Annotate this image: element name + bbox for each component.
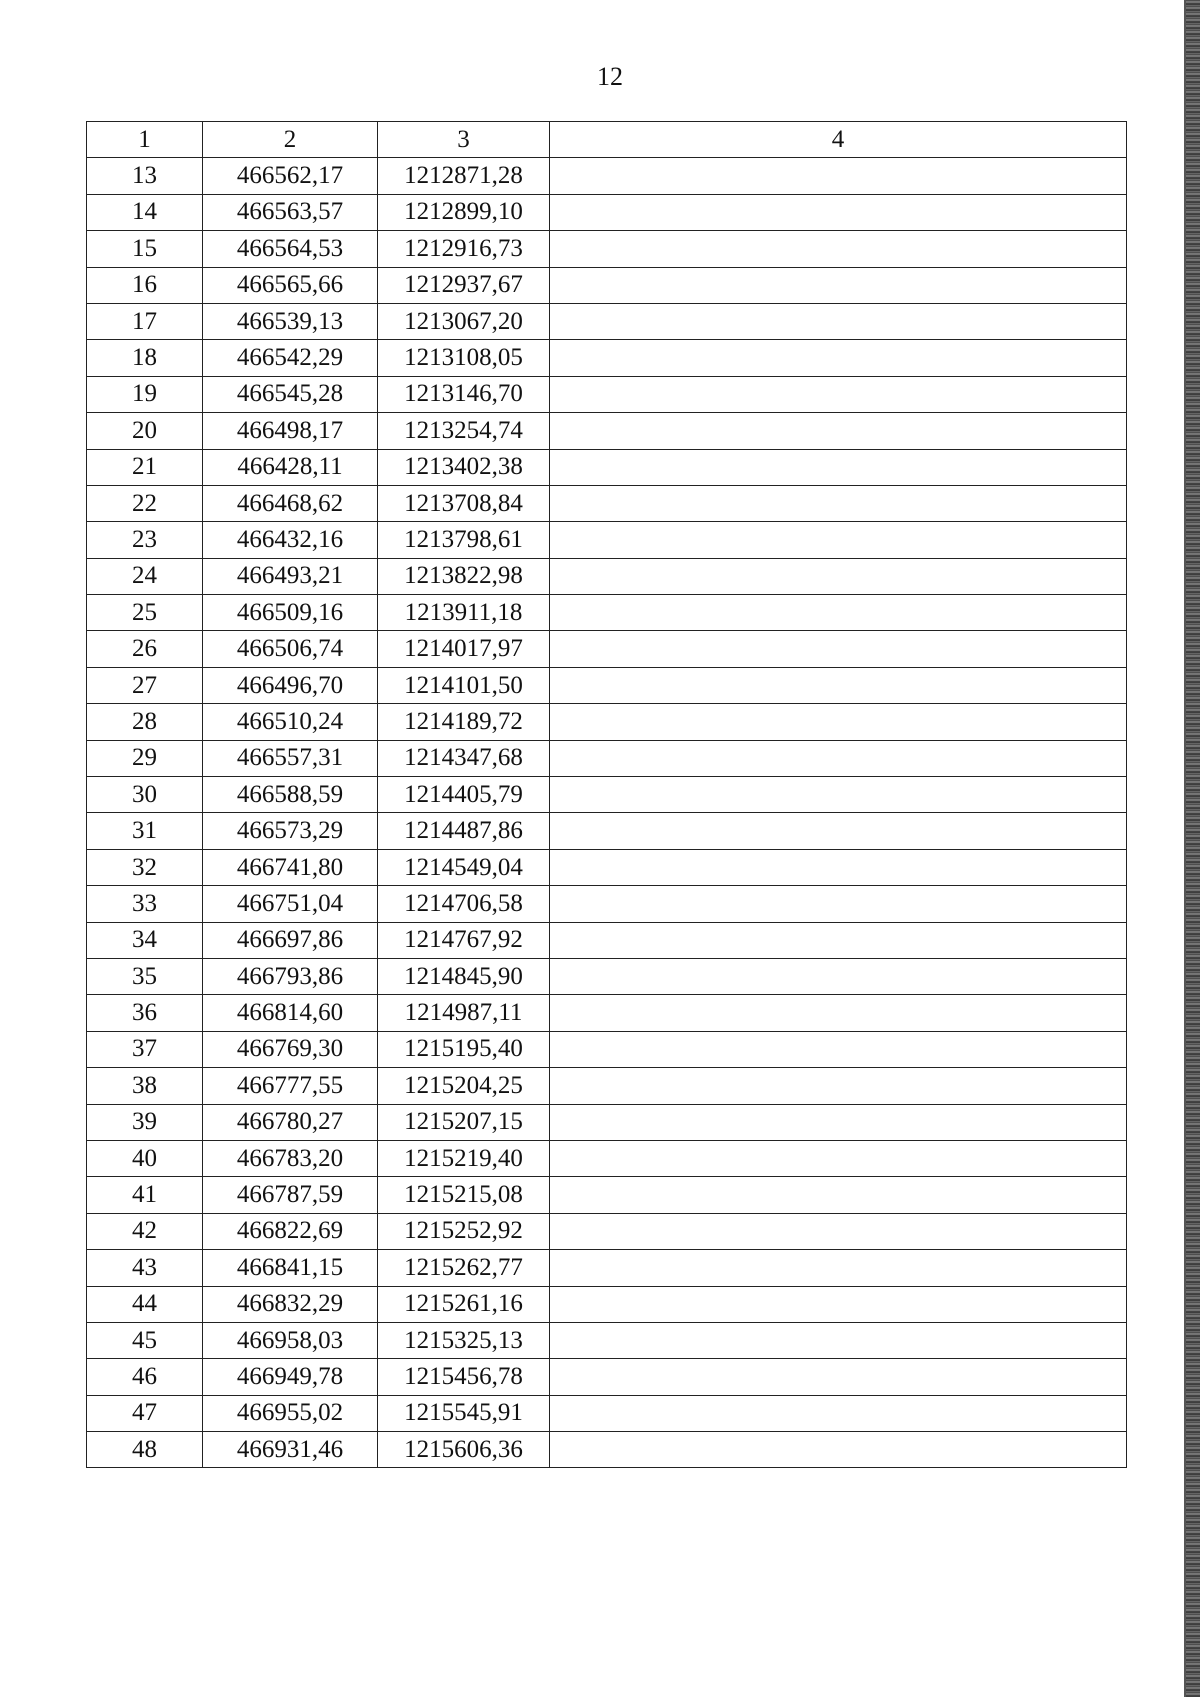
description-cell bbox=[550, 813, 1127, 849]
x-coordinate-cell: 466751,04 bbox=[203, 886, 378, 922]
description-cell bbox=[550, 1359, 1127, 1395]
page-number: 12 bbox=[597, 62, 623, 91]
x-coordinate-cell: 466787,59 bbox=[203, 1177, 378, 1213]
table-row bbox=[87, 958, 1127, 994]
description-cell bbox=[550, 194, 1127, 230]
point-number-cell: 19 bbox=[87, 376, 203, 412]
table-row bbox=[87, 1286, 1127, 1322]
description-cell bbox=[550, 522, 1127, 558]
x-coordinate-cell: 466822,69 bbox=[203, 1213, 378, 1249]
description-cell bbox=[550, 1104, 1127, 1140]
description-cell bbox=[550, 1250, 1127, 1286]
x-coordinate-cell: 466539,13 bbox=[203, 303, 378, 339]
table-row bbox=[87, 1432, 1127, 1468]
description-cell bbox=[550, 1140, 1127, 1176]
x-coordinate-cell: 466769,30 bbox=[203, 1031, 378, 1067]
x-coordinate-cell: 466814,60 bbox=[203, 995, 378, 1031]
point-number-cell: 26 bbox=[87, 631, 203, 667]
table-row bbox=[87, 1177, 1127, 1213]
point-number-cell: 36 bbox=[87, 995, 203, 1031]
x-coordinate-cell: 466783,20 bbox=[203, 1140, 378, 1176]
table-row bbox=[87, 158, 1127, 194]
x-coordinate-cell: 466432,16 bbox=[203, 522, 378, 558]
table-row bbox=[87, 1068, 1127, 1104]
y-coordinate-cell: 1215545,91 bbox=[378, 1395, 550, 1431]
x-coordinate-cell: 466496,70 bbox=[203, 667, 378, 703]
x-coordinate-cell: 466428,11 bbox=[203, 449, 378, 485]
point-number-cell: 17 bbox=[87, 303, 203, 339]
table-row bbox=[87, 522, 1127, 558]
point-number-cell: 38 bbox=[87, 1068, 203, 1104]
x-coordinate-cell: 466557,31 bbox=[203, 740, 378, 776]
point-number-cell: 37 bbox=[87, 1031, 203, 1067]
y-coordinate-cell: 1215456,78 bbox=[378, 1359, 550, 1395]
point-number-cell: 29 bbox=[87, 740, 203, 776]
x-coordinate-cell: 466498,17 bbox=[203, 413, 378, 449]
description-cell bbox=[550, 413, 1127, 449]
y-coordinate-cell: 1213402,38 bbox=[378, 449, 550, 485]
x-coordinate-cell: 466468,62 bbox=[203, 485, 378, 521]
y-coordinate-cell: 1215195,40 bbox=[378, 1031, 550, 1067]
table-row bbox=[87, 1359, 1127, 1395]
description-cell bbox=[550, 740, 1127, 776]
y-coordinate-cell: 1213067,20 bbox=[378, 303, 550, 339]
x-coordinate-cell: 466564,53 bbox=[203, 231, 378, 267]
y-coordinate-cell: 1214767,92 bbox=[378, 922, 550, 958]
description-cell bbox=[550, 1213, 1127, 1249]
point-number-cell: 24 bbox=[87, 558, 203, 594]
header-cell-3: 3 bbox=[378, 122, 550, 158]
x-coordinate-cell: 466563,57 bbox=[203, 194, 378, 230]
description-cell bbox=[550, 849, 1127, 885]
x-coordinate-cell: 466588,59 bbox=[203, 777, 378, 813]
table-row bbox=[87, 231, 1127, 267]
x-coordinate-cell: 466493,21 bbox=[203, 558, 378, 594]
table-row bbox=[87, 667, 1127, 703]
point-number-cell: 27 bbox=[87, 667, 203, 703]
description-cell bbox=[550, 449, 1127, 485]
description-cell bbox=[550, 631, 1127, 667]
table-row bbox=[87, 740, 1127, 776]
y-coordinate-cell: 1215262,77 bbox=[378, 1250, 550, 1286]
point-number-cell: 42 bbox=[87, 1213, 203, 1249]
description-cell bbox=[550, 376, 1127, 412]
description-cell bbox=[550, 1395, 1127, 1431]
y-coordinate-cell: 1215219,40 bbox=[378, 1140, 550, 1176]
y-coordinate-cell: 1213254,74 bbox=[378, 413, 550, 449]
table-row bbox=[87, 485, 1127, 521]
table-row bbox=[87, 449, 1127, 485]
x-coordinate-cell: 466949,78 bbox=[203, 1359, 378, 1395]
point-number-cell: 22 bbox=[87, 485, 203, 521]
description-cell bbox=[550, 922, 1127, 958]
coordinates-table bbox=[86, 121, 1127, 1468]
y-coordinate-cell: 1213822,98 bbox=[378, 558, 550, 594]
description-cell bbox=[550, 158, 1127, 194]
table-row bbox=[87, 340, 1127, 376]
point-number-cell: 44 bbox=[87, 1286, 203, 1322]
table-row bbox=[87, 995, 1127, 1031]
description-cell bbox=[550, 1068, 1127, 1104]
y-coordinate-cell: 1212937,67 bbox=[378, 267, 550, 303]
table-row bbox=[87, 1104, 1127, 1140]
description-cell bbox=[550, 1432, 1127, 1468]
x-coordinate-cell: 466573,29 bbox=[203, 813, 378, 849]
y-coordinate-cell: 1214347,68 bbox=[378, 740, 550, 776]
header-cell-1: 1 bbox=[87, 122, 203, 158]
description-cell bbox=[550, 777, 1127, 813]
table-row bbox=[87, 413, 1127, 449]
table-row bbox=[87, 303, 1127, 339]
y-coordinate-cell: 1213708,84 bbox=[378, 485, 550, 521]
table-row bbox=[87, 558, 1127, 594]
x-coordinate-cell: 466545,28 bbox=[203, 376, 378, 412]
y-coordinate-cell: 1213146,70 bbox=[378, 376, 550, 412]
x-coordinate-cell: 466832,29 bbox=[203, 1286, 378, 1322]
point-number-cell: 14 bbox=[87, 194, 203, 230]
point-number-cell: 15 bbox=[87, 231, 203, 267]
y-coordinate-cell: 1214189,72 bbox=[378, 704, 550, 740]
y-coordinate-cell: 1214845,90 bbox=[378, 958, 550, 994]
point-number-cell: 45 bbox=[87, 1322, 203, 1358]
y-coordinate-cell: 1213108,05 bbox=[378, 340, 550, 376]
x-coordinate-cell: 466506,74 bbox=[203, 631, 378, 667]
description-cell bbox=[550, 1177, 1127, 1213]
x-coordinate-cell: 466777,55 bbox=[203, 1068, 378, 1104]
table-row bbox=[87, 1031, 1127, 1067]
scan-edge-shadow bbox=[1186, 0, 1200, 1697]
point-number-cell: 34 bbox=[87, 922, 203, 958]
description-cell bbox=[550, 485, 1127, 521]
description-cell bbox=[550, 704, 1127, 740]
table-row bbox=[87, 1322, 1127, 1358]
table-row bbox=[87, 922, 1127, 958]
description-cell bbox=[550, 267, 1127, 303]
table-row bbox=[87, 777, 1127, 813]
table-row bbox=[87, 1140, 1127, 1176]
description-cell bbox=[550, 958, 1127, 994]
x-coordinate-cell: 466780,27 bbox=[203, 1104, 378, 1140]
description-cell bbox=[550, 1031, 1127, 1067]
point-number-cell: 28 bbox=[87, 704, 203, 740]
description-cell bbox=[550, 667, 1127, 703]
point-number-cell: 30 bbox=[87, 777, 203, 813]
y-coordinate-cell: 1214405,79 bbox=[378, 777, 550, 813]
y-coordinate-cell: 1213911,18 bbox=[378, 595, 550, 631]
x-coordinate-cell: 466741,80 bbox=[203, 849, 378, 885]
point-number-cell: 39 bbox=[87, 1104, 203, 1140]
y-coordinate-cell: 1212916,73 bbox=[378, 231, 550, 267]
y-coordinate-cell: 1214487,86 bbox=[378, 813, 550, 849]
y-coordinate-cell: 1214549,04 bbox=[378, 849, 550, 885]
table-row bbox=[87, 595, 1127, 631]
y-coordinate-cell: 1214017,97 bbox=[378, 631, 550, 667]
description-cell bbox=[550, 1322, 1127, 1358]
y-coordinate-cell: 1214987,11 bbox=[378, 995, 550, 1031]
y-coordinate-cell: 1212871,28 bbox=[378, 158, 550, 194]
table-row bbox=[87, 194, 1127, 230]
point-number-cell: 40 bbox=[87, 1140, 203, 1176]
x-coordinate-cell: 466562,17 bbox=[203, 158, 378, 194]
table-row bbox=[87, 813, 1127, 849]
description-cell bbox=[550, 340, 1127, 376]
y-coordinate-cell: 1215207,15 bbox=[378, 1104, 550, 1140]
y-coordinate-cell: 1215252,92 bbox=[378, 1213, 550, 1249]
table-header-row bbox=[87, 122, 1127, 158]
table-row bbox=[87, 1250, 1127, 1286]
table-row bbox=[87, 849, 1127, 885]
x-coordinate-cell: 466697,86 bbox=[203, 922, 378, 958]
header-cell-2: 2 bbox=[203, 122, 378, 158]
point-number-cell: 18 bbox=[87, 340, 203, 376]
y-coordinate-cell: 1215325,13 bbox=[378, 1322, 550, 1358]
y-coordinate-cell: 1215606,36 bbox=[378, 1432, 550, 1468]
point-number-cell: 31 bbox=[87, 813, 203, 849]
table-body bbox=[87, 122, 1127, 1468]
y-coordinate-cell: 1214101,50 bbox=[378, 667, 550, 703]
y-coordinate-cell: 1212899,10 bbox=[378, 194, 550, 230]
x-coordinate-cell: 466841,15 bbox=[203, 1250, 378, 1286]
table-row bbox=[87, 1213, 1127, 1249]
point-number-cell: 43 bbox=[87, 1250, 203, 1286]
point-number-cell: 32 bbox=[87, 849, 203, 885]
y-coordinate-cell: 1215215,08 bbox=[378, 1177, 550, 1213]
point-number-cell: 23 bbox=[87, 522, 203, 558]
description-cell bbox=[550, 303, 1127, 339]
table-row bbox=[87, 376, 1127, 412]
y-coordinate-cell: 1214706,58 bbox=[378, 886, 550, 922]
table-row bbox=[87, 704, 1127, 740]
point-number-cell: 25 bbox=[87, 595, 203, 631]
y-coordinate-cell: 1213798,61 bbox=[378, 522, 550, 558]
description-cell bbox=[550, 558, 1127, 594]
point-number-cell: 48 bbox=[87, 1432, 203, 1468]
point-number-cell: 35 bbox=[87, 958, 203, 994]
x-coordinate-cell: 466793,86 bbox=[203, 958, 378, 994]
table-row bbox=[87, 267, 1127, 303]
point-number-cell: 21 bbox=[87, 449, 203, 485]
x-coordinate-cell: 466958,03 bbox=[203, 1322, 378, 1358]
x-coordinate-cell: 466509,16 bbox=[203, 595, 378, 631]
description-cell bbox=[550, 595, 1127, 631]
x-coordinate-cell: 466510,24 bbox=[203, 704, 378, 740]
point-number-cell: 33 bbox=[87, 886, 203, 922]
x-coordinate-cell: 466542,29 bbox=[203, 340, 378, 376]
point-number-cell: 20 bbox=[87, 413, 203, 449]
table-row bbox=[87, 631, 1127, 667]
point-number-cell: 46 bbox=[87, 1359, 203, 1395]
description-cell bbox=[550, 1286, 1127, 1322]
table-row bbox=[87, 1395, 1127, 1431]
description-cell bbox=[550, 995, 1127, 1031]
table-row bbox=[87, 886, 1127, 922]
header-cell-4: 4 bbox=[550, 122, 1127, 158]
description-cell bbox=[550, 886, 1127, 922]
description-cell bbox=[550, 231, 1127, 267]
point-number-cell: 16 bbox=[87, 267, 203, 303]
x-coordinate-cell: 466565,66 bbox=[203, 267, 378, 303]
y-coordinate-cell: 1215261,16 bbox=[378, 1286, 550, 1322]
point-number-cell: 13 bbox=[87, 158, 203, 194]
x-coordinate-cell: 466955,02 bbox=[203, 1395, 378, 1431]
x-coordinate-cell: 466931,46 bbox=[203, 1432, 378, 1468]
point-number-cell: 47 bbox=[87, 1395, 203, 1431]
y-coordinate-cell: 1215204,25 bbox=[378, 1068, 550, 1104]
point-number-cell: 41 bbox=[87, 1177, 203, 1213]
